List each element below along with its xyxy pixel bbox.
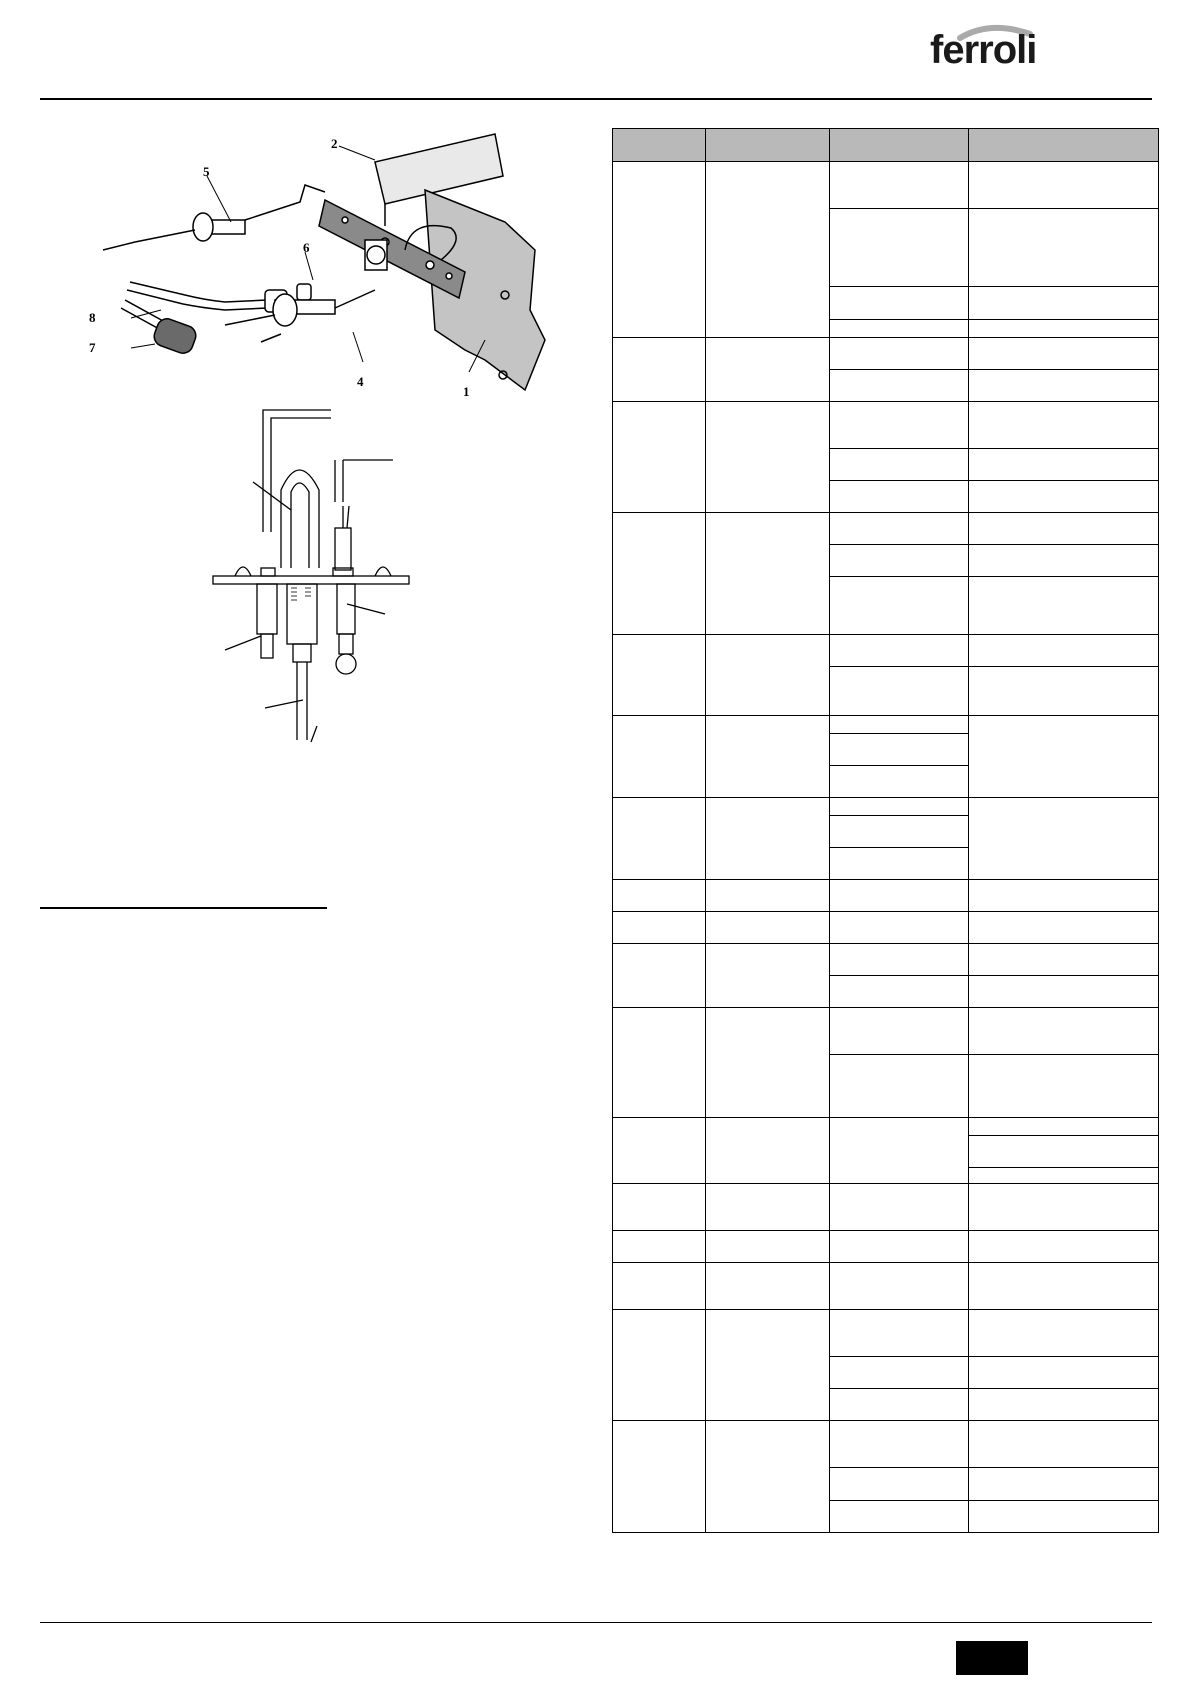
logo-text: ferroli xyxy=(930,28,1037,72)
table-row xyxy=(613,1262,1159,1309)
callout-7: 7 xyxy=(89,340,96,355)
table-row xyxy=(613,337,1159,369)
table-row xyxy=(613,797,1159,815)
header-cell xyxy=(706,129,830,162)
header-cell xyxy=(969,129,1159,162)
table-row xyxy=(613,1117,1159,1135)
header-cell xyxy=(613,129,706,162)
table-row xyxy=(613,401,1159,448)
section-title-underline xyxy=(40,907,327,909)
table-row xyxy=(613,879,1159,911)
callout-5: 5 xyxy=(203,164,210,179)
table-row xyxy=(613,1421,1159,1468)
callout-1: 1 xyxy=(463,384,470,399)
pilot-burner-exploded-diagram xyxy=(85,130,555,750)
parameters-table xyxy=(612,128,1159,1533)
header-divider xyxy=(40,98,1152,100)
table-header-row xyxy=(613,129,1159,162)
ferroli-logo xyxy=(930,20,1050,76)
table-row xyxy=(613,162,1159,209)
header-cell xyxy=(830,129,969,162)
table-row xyxy=(613,635,1159,667)
callout-8: 8 xyxy=(89,310,96,325)
table-row xyxy=(613,1008,1159,1055)
page-number-badge xyxy=(956,1641,1028,1675)
footer-divider xyxy=(40,1622,1152,1623)
table-row xyxy=(613,1183,1159,1230)
table-row xyxy=(613,513,1159,545)
table-row xyxy=(613,715,1159,733)
table-row xyxy=(613,944,1159,976)
callout-2: 2 xyxy=(331,136,338,151)
table-row xyxy=(613,1230,1159,1262)
callout-6: 6 xyxy=(303,240,310,255)
table-row xyxy=(613,912,1159,944)
callout-4: 4 xyxy=(357,374,364,389)
table-row xyxy=(613,1310,1159,1357)
